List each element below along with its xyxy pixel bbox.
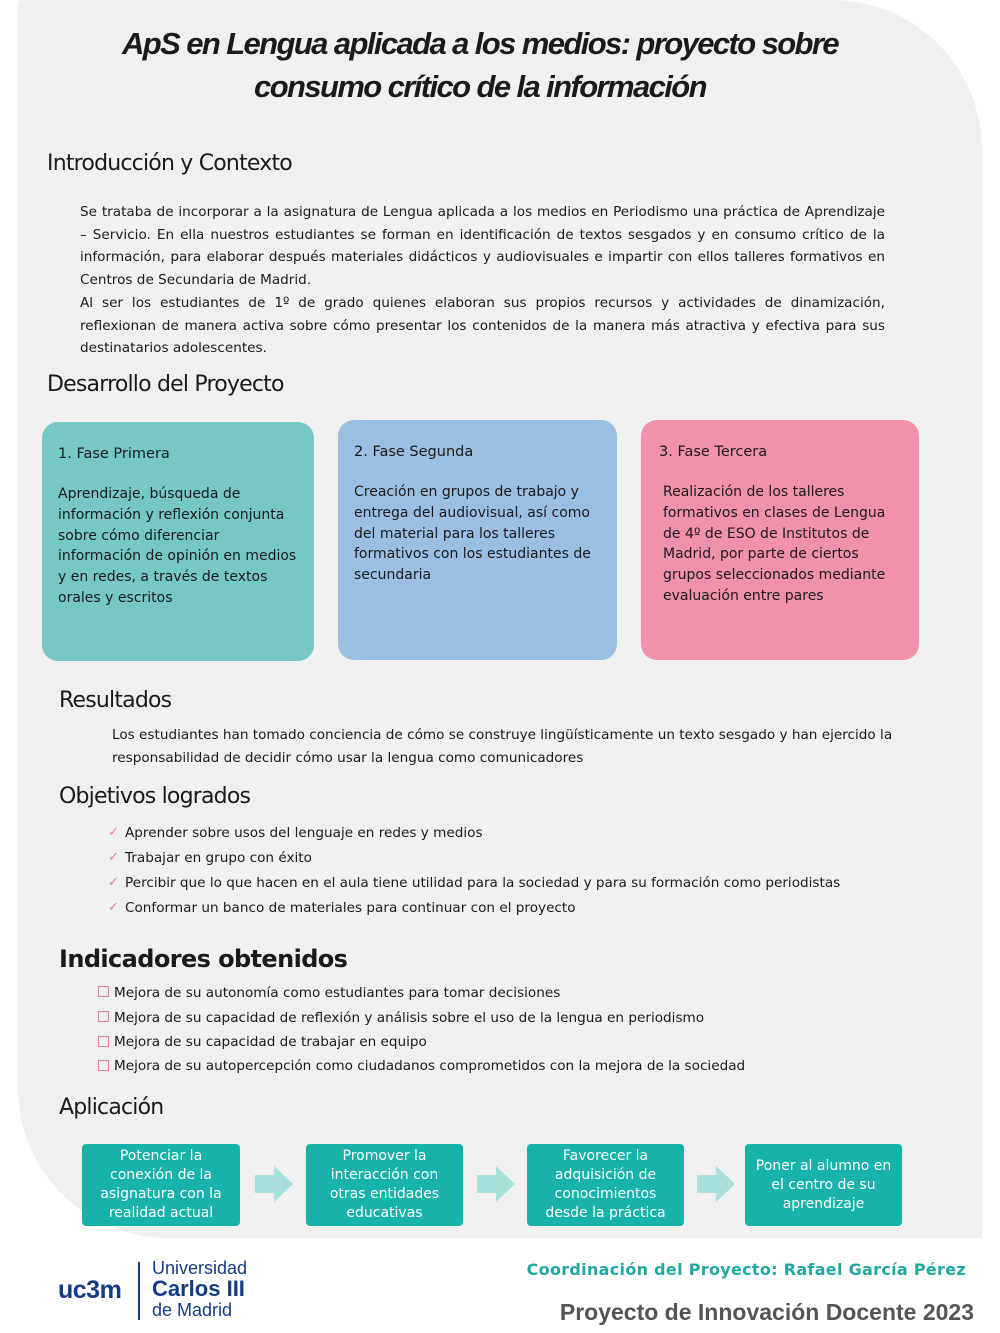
poster-title-line-2: consumo crítico de la información: [254, 69, 706, 104]
check-icon: ✓: [108, 875, 119, 890]
logo-line-3: de Madrid: [152, 1300, 233, 1320]
arrow-right-icon: [477, 1166, 515, 1202]
list-item: Mejora de su autonomía como estudiantes para tomar decisiones: [98, 980, 745, 1005]
arrow-right-icon: [697, 1166, 735, 1202]
desarrollo-heading: Desarrollo del Proyecto: [47, 372, 284, 397]
intro-heading: Introducción y Contexto: [47, 151, 292, 176]
phase-card-1: [42, 422, 314, 661]
objetivos-heading: Objetivos logrados: [59, 784, 251, 809]
check-icon: ✓: [108, 850, 119, 865]
coordination-text: Coordinación del Proyecto: Rafael García Pérez: [526, 1260, 966, 1279]
checkbox-square-icon: [98, 1036, 109, 1047]
aplicacion-step-1: Potenciar la conexión de la asignatura con la realidad actual: [82, 1144, 240, 1226]
logo-line-1: Universidad: [152, 1258, 248, 1278]
project-label: Proyecto de Innovación Docente 2023: [559, 1299, 974, 1325]
aplicacion-step-3: Favorecer la adquisición de conocimientos desde la práctica: [527, 1144, 684, 1226]
uc3m-logo: [58, 1258, 278, 1322]
aplicacion-step-4: Poner al alumno en el centro de su aprendizaje: [745, 1144, 902, 1226]
checkbox-square-icon: [98, 1011, 109, 1022]
check-icon: ✓: [108, 900, 119, 915]
list-item: Mejora de su autopercepción como ciudadanos comprometidos con la mejora de la sociedad: [98, 1054, 745, 1078]
phase-card-2: [338, 420, 617, 660]
phase-text: Aprendizaje, búsqueda de información y reflexión conjunta sobre cómo diferenciar información de opinión en medios y en redes, a través de textos orales y escritos: [58, 486, 297, 606]
resultados-text: Los estudiantes han tomado conciencia de cómo se construye lingüísticamente un texto sesgado y han ejercido la responsabilidad de decidir cómo usar la lengua como comunicadores: [112, 727, 893, 766]
logo-short-name: uc3m: [58, 1276, 122, 1304]
phase-title: 2. Fase Segunda: [354, 444, 474, 460]
list-item: ✓ Percibir que lo que hacen en el aula tiene utilidad para la sociedad y para su formación como periodistas: [108, 874, 841, 891]
intro-paragraph-1: Se trataba de incorporar a la asignatura de Lengua aplicada a los medios en Periodismo una práctica de Aprendizaje – Servicio. En ella nuestros estudiantes se forman en identificación de textos sesgados y en consumo crítico de la información, para elaborar después materiales didácticos y audiovisuales e impartir con ellos talleres formativos en Centros de Secundaria de Madrid.: [80, 204, 885, 288]
phase-title: 1. Fase Primera: [58, 446, 170, 462]
phase-title: 3. Fase Tercera: [659, 444, 768, 460]
indicadores-heading: Indicadores obtenidos: [59, 945, 348, 973]
list-item: Mejora de su capacidad de trabajar en equipo: [98, 1030, 745, 1054]
list-item: ✓ Aprender sobre usos del lenguaje en redes y medios: [108, 824, 483, 841]
aplicacion-heading: Aplicación: [59, 1095, 164, 1120]
phase-text: Realización de los talleres formativos en clases de Lengua de 4º de ESO de Institutos de Madrid, por parte de ciertos grupos seleccionados mediante evaluación entre pares: [663, 484, 886, 604]
checkbox-square-icon: [98, 1060, 109, 1071]
intro-paragraph-2: Al ser los estudiantes de 1º de grado quienes elaboran sus propios recursos y actividades de dinamización, reflexionan de manera activa sobre cómo presentar los contenidos de la manera más atractiva y efectiva para sus destinatarios adolescentes.: [80, 295, 885, 356]
list-item: Mejora de su capacidad de reflexión y análisis sobre el uso de la lengua en periodismo: [98, 1005, 745, 1030]
list-item: ✓ Conformar un banco de materiales para continuar con el proyecto: [108, 899, 576, 916]
logo-line-2: Carlos III: [152, 1276, 245, 1301]
logo-divider: [138, 1262, 140, 1320]
checkbox-square-icon: [98, 986, 109, 997]
arrow-right-icon: [255, 1166, 293, 1202]
list-item: ✓ Trabajar en grupo con éxito: [108, 849, 312, 866]
phase-card-3: [641, 420, 919, 660]
check-icon: ✓: [108, 825, 119, 840]
indicadores-list: [98, 980, 745, 1078]
poster-title: [60, 22, 900, 108]
aplicacion-step-2: Promover la interacción con otras entidades educativas: [306, 1144, 463, 1226]
resultados-heading: Resultados: [59, 688, 172, 713]
poster-title-line-1: ApS en Lengua aplicada a los medios: proyecto sobre: [122, 26, 838, 61]
objetivos-list: [108, 820, 840, 920]
phase-text: Creación en grupos de trabajo y entrega del audiovisual, así como del material para los talleres formativos con los estudiantes de secundaria: [354, 484, 591, 584]
